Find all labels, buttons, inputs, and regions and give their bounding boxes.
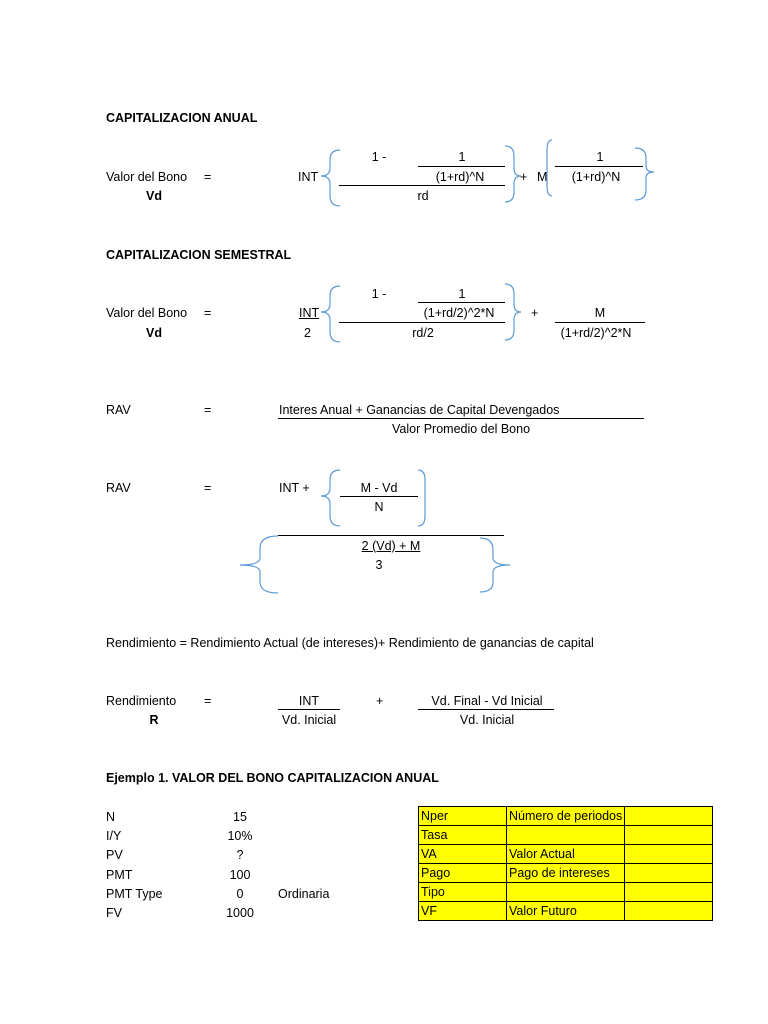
- table-cell[interactable]: Tipo: [419, 883, 507, 902]
- semi-rd2: rd/2: [412, 326, 434, 340]
- left-brace-shape: [547, 140, 552, 196]
- annual-inner-line: [418, 166, 505, 167]
- table-cell[interactable]: Tasa: [419, 826, 507, 845]
- annual-one2: 1: [596, 150, 604, 164]
- table-cell[interactable]: Nper: [419, 807, 507, 826]
- rav2-three: 3: [375, 558, 383, 572]
- annual-label: Valor del Bono: [106, 170, 188, 184]
- rend2-vd-inicial: Vd. Inicial: [281, 713, 337, 727]
- param-label: PMT: [106, 868, 133, 882]
- semi-inner-line: [418, 302, 505, 303]
- param-value: 1000: [226, 906, 254, 920]
- param-note: Ordinaria: [278, 887, 330, 901]
- semi-den: (1+rd/2)^2*N: [423, 306, 495, 320]
- table-row: [419, 864, 713, 883]
- param-label: I/Y: [106, 829, 122, 843]
- semi-den2: (1+rd/2)^2*N: [560, 326, 632, 340]
- semi-equals: =: [204, 306, 212, 320]
- rav2-label: RAV: [106, 481, 131, 495]
- table-cell[interactable]: [625, 807, 713, 826]
- table-row: [419, 902, 713, 921]
- rend2-equals: =: [204, 694, 212, 708]
- table-row: [419, 845, 713, 864]
- rend2-vd-inicial2: Vd. Inicial: [459, 713, 515, 727]
- annual-rd: rd: [417, 189, 429, 203]
- right-brace-shape: [505, 146, 521, 202]
- semi-int: INT: [299, 306, 320, 320]
- right-brace-shape: [635, 148, 654, 200]
- table-cell[interactable]: Pago: [419, 864, 507, 883]
- rav2-equals: =: [204, 481, 212, 495]
- param-value: 0: [236, 887, 244, 901]
- param-value: ?: [236, 848, 244, 862]
- rend2-int: INT: [298, 694, 320, 708]
- param-value: 15: [233, 810, 247, 824]
- rend2-plus: +: [376, 694, 384, 708]
- annual-m: M: [537, 170, 548, 184]
- rav1-label: RAV: [106, 403, 131, 417]
- rav2-two-vd-m: 2 (Vd) + M: [361, 539, 421, 553]
- table-cell[interactable]: [625, 826, 713, 845]
- table-row: [419, 883, 713, 902]
- rav1-equals: =: [204, 403, 212, 417]
- rav1-line: [278, 418, 644, 419]
- rav1-denominator: Valor Promedio del Bono: [391, 422, 531, 436]
- param-label: PMT Type: [106, 887, 163, 901]
- right-brace-shape: [505, 284, 521, 340]
- table-row: [419, 807, 713, 826]
- annual-int: INT: [298, 170, 319, 184]
- left-brace-shape: [321, 470, 340, 526]
- table-cell[interactable]: VA: [419, 845, 507, 864]
- param-value: 10%: [227, 829, 253, 843]
- semi-m: M: [594, 306, 606, 320]
- table-cell[interactable]: [625, 902, 713, 921]
- semi-sublabel: Vd: [146, 326, 162, 340]
- rav2-int-plus: INT +: [279, 481, 310, 495]
- rend2-label: Rendimiento: [106, 694, 177, 708]
- param-label: N: [106, 810, 116, 824]
- rav2-inner-line: [340, 496, 418, 497]
- table-cell[interactable]: Número de periodos: [507, 807, 625, 826]
- semi-line2: [555, 322, 645, 323]
- excel-function-table: [418, 806, 713, 921]
- left-brace-shape: [240, 536, 278, 593]
- annual-den: (1+rd)^N: [435, 170, 485, 184]
- example-title: Ejemplo 1. VALOR DEL BONO CAPITALIZACION ANUAL: [106, 771, 439, 785]
- table-cell[interactable]: Valor Futuro: [507, 902, 625, 921]
- table-cell[interactable]: Pago de intereses: [507, 864, 625, 883]
- rav2-n: N: [374, 500, 384, 514]
- annual-one: 1: [458, 150, 466, 164]
- annual-title: CAPITALIZACION ANUAL: [106, 111, 258, 125]
- table-cell[interactable]: Valor Actual: [507, 845, 625, 864]
- left-brace-shape: [321, 150, 340, 206]
- rav1-numerator: Interes Anual + Ganancias de Capital Devengados: [279, 403, 560, 417]
- rend2-vd-diff: Vd. Final - Vd Inicial: [431, 694, 543, 708]
- semi-plus: +: [531, 306, 539, 320]
- semi-label: Valor del Bono: [106, 306, 188, 320]
- left-brace-shape: [321, 286, 340, 342]
- right-brace-shape: [480, 538, 510, 592]
- table-row: [419, 826, 713, 845]
- table-cell[interactable]: [507, 826, 625, 845]
- semi-main-line: [339, 322, 505, 323]
- semi-two: 2: [304, 326, 311, 340]
- table-cell[interactable]: [507, 883, 625, 902]
- rend2-sublabel: R: [149, 713, 159, 727]
- rav2-m-vd: M - Vd: [360, 481, 398, 495]
- rav2-main-line: [278, 535, 504, 536]
- table-cell[interactable]: VF: [419, 902, 507, 921]
- param-value: 100: [229, 868, 251, 882]
- rend2-line2: [418, 709, 554, 710]
- rendimiento-definition: Rendimiento = Rendimiento Actual (de intereses)+ Rendimiento de ganancias de capital: [106, 636, 594, 650]
- annual-main-line: [339, 185, 505, 186]
- annual-plus: +: [520, 170, 528, 184]
- semi-one-minus: 1 -: [371, 287, 387, 301]
- annual-equals: =: [204, 170, 212, 184]
- annual-den2: (1+rd)^N: [571, 170, 621, 184]
- right-brace-shape: [418, 470, 425, 526]
- param-label: PV: [106, 848, 123, 862]
- annual-sublabel: Vd: [146, 189, 162, 203]
- table-cell[interactable]: [625, 845, 713, 864]
- semi-one: 1: [458, 287, 466, 301]
- table-cell[interactable]: [625, 864, 713, 883]
- semi-title: CAPITALIZACION SEMESTRAL: [106, 248, 292, 262]
- annual-one-minus: 1 -: [371, 150, 387, 164]
- rend2-line1: [278, 709, 340, 710]
- table-cell[interactable]: [625, 883, 713, 902]
- param-label: FV: [106, 906, 122, 920]
- annual-line2: [555, 166, 643, 167]
